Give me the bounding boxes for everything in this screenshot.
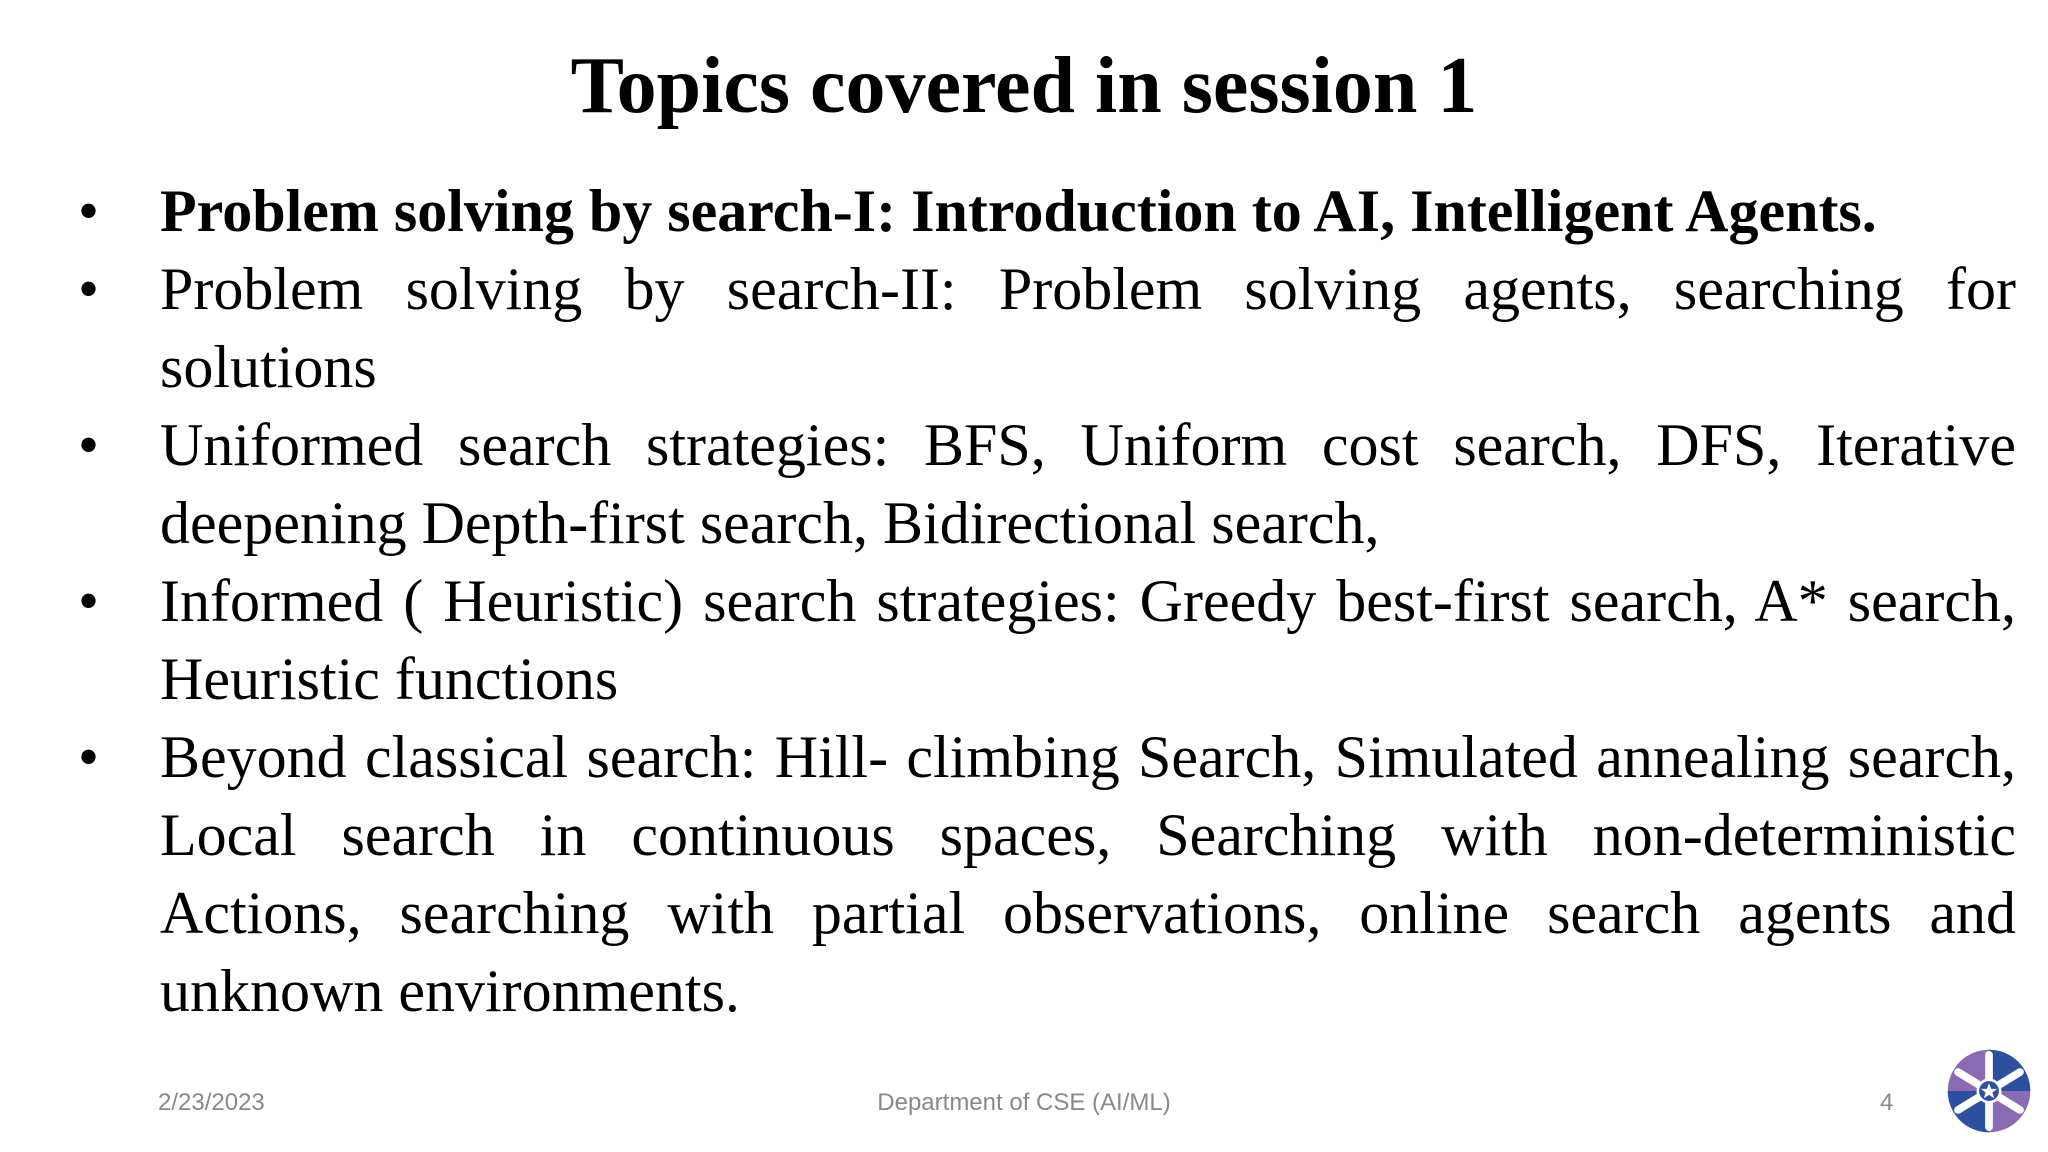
footer-page-number: 4 (1880, 1089, 1894, 1116)
footer-date: 2/23/2023 (158, 1089, 265, 1116)
topic-text: Problem solving by search-II: Problem solving agents, searching for solutions (160, 256, 2016, 400)
topic-list (0, 172, 2048, 1030)
topic-text: Informed ( Heuristic) search strategies: Greedy best-first search, A* search, Heuristic functions (160, 568, 2016, 712)
topic-item-5 (0, 718, 2048, 1030)
topic-text: Uniformed search strategies: BFS, Uniform cost search, DFS, Iterative deepening Depth-first search, Bidirectional search, (160, 412, 2016, 556)
topic-item-1 (0, 172, 2048, 250)
topic-item-3 (0, 406, 2048, 562)
topic-item-2 (0, 250, 2048, 406)
institution-logo-icon (1946, 1048, 2032, 1134)
topic-item-4 (0, 562, 2048, 718)
bullet-icon: • (78, 256, 100, 322)
slide-title: Topics covered in session 1 (570, 42, 1478, 130)
footer-department: Department of CSE (AI/ML) (877, 1089, 1171, 1116)
bullet-icon: • (78, 178, 100, 244)
topic-text: Beyond classical search: Hill- climbing Search, Simulated annealing search, Local search in continuous spaces, Searching with non-deterministic Actions, searching with partial observations, online search agents and unknown environments. (160, 724, 2016, 1024)
bullet-icon: • (78, 724, 100, 790)
topic-text: Problem solving by search-I: Introduction to AI, Intelligent Agents. (160, 178, 1877, 244)
bullet-icon: • (78, 568, 100, 634)
bullet-icon: • (78, 412, 100, 478)
